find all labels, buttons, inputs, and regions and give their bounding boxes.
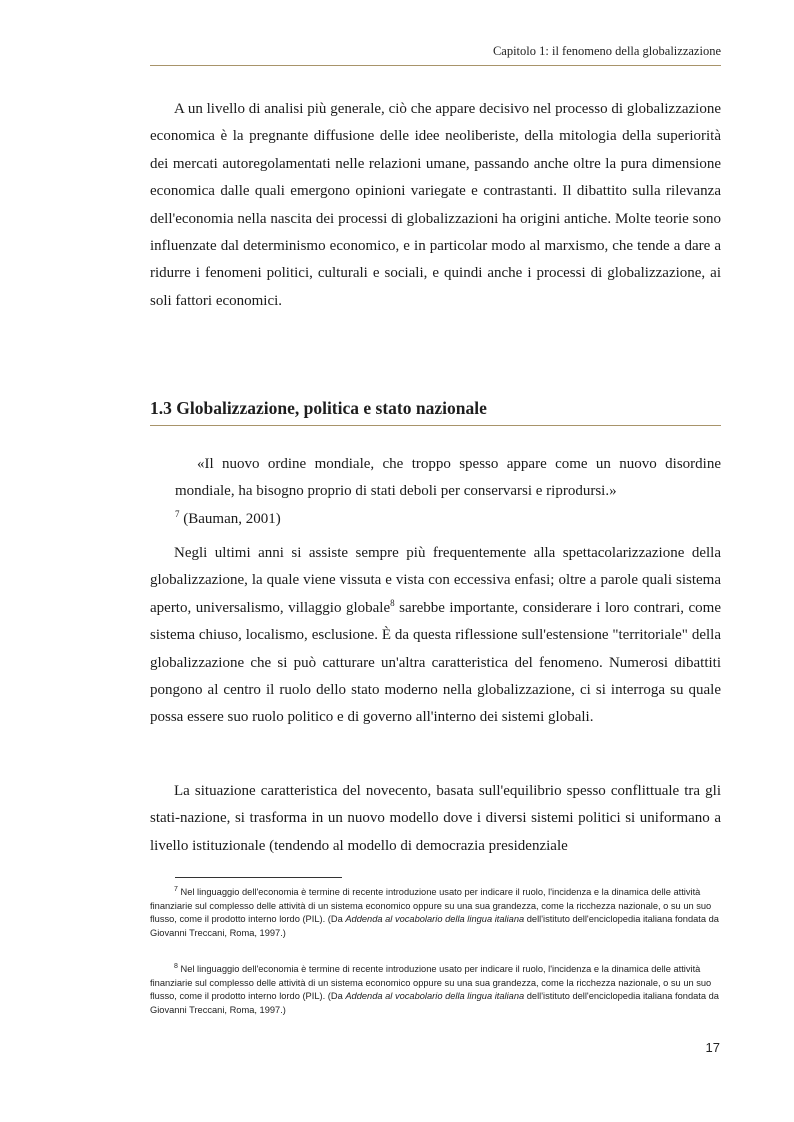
footnote-separator (175, 877, 342, 878)
paragraph-2 (150, 540, 721, 732)
footnote-ref-8[interactable]: 8 (390, 597, 395, 608)
footnote-7-text-end: dell'istituto dell'enciclopedia italiana fondata da Giovanni Treccani, Roma, 1997.) (150, 914, 719, 938)
footnote-7-text: Nel linguaggio dell'economia è termine di recente introduzione usato per indicare il ruolo, l'incidenza e la dinamica delle attività finanziarie sul complesso delle attività di un sistema economico oppure su una sua grandezza, come la ricchezza nazionale, o su un suo flusso, come il prodotto interno lordo (PIL). (Da (150, 887, 712, 925)
footnote-7-number: 7 (174, 885, 178, 893)
header-rule (150, 65, 721, 66)
paragraph-3: La situazione caratteristica del novecento, basata sull'equilibrio spesso conflittuale tra gli stati-nazione, si trasforma in un nuovo modello dove i diversi sistemi politici si uniformano a livello istituzionale (tendendo al modello di democrazia presidenziale (150, 783, 721, 854)
quote-text: «Il nuovo ordine mondiale, che troppo spesso appare come un nuovo disordine mondiale, ha bisogno proprio di stati deboli per conservarsi e riprodursi.» (175, 456, 721, 500)
footnote-8-text-end: dell'istituto dell'enciclopedia italiana fondata da Giovanni Treccani, Roma, 1997.) (150, 991, 719, 1015)
running-header: Capitolo 1: il fenomeno della globalizzazione (492, 44, 721, 58)
footnote-7 (150, 886, 721, 940)
page-number: 17 (705, 1040, 720, 1055)
paragraph-2-part-1: Negli ultimi anni si assiste sempre più frequentemente alla spettacolarizzazione della globalizzazione, la quale viene vissuta e vista con eccessiva enfasi; oltre a parole quali sistema aperto, universalismo, villaggio globale (150, 545, 721, 616)
block-quote (175, 451, 721, 533)
footnote-8 (150, 963, 721, 1017)
section-heading-rule (150, 425, 721, 426)
footnote-7-source: Addenda al vocabolario della lingua italiana (345, 914, 525, 925)
footnote-8-source: Addenda al vocabolario della lingua italiana (345, 991, 525, 1002)
quote-citation: (Bauman, 2001) (183, 510, 281, 527)
footnote-8-text: Nel linguaggio dell'economia è termine di recente introduzione usato per indicare il ruolo, l'incidenza e la dinamica delle attività finanziarie sul complesso delle attività di un sistema economico oppure su una sua grandezza, come la ricchezza nazionale, o su un suo flusso, come il prodotto interno lordo (PIL). (Da (150, 964, 712, 1002)
paragraph-1: A un livello di analisi più generale, ciò che appare decisivo nel processo di globalizzazione economica è la pregnante diffusione delle idee neoliberiste, della mitologia della superiorità dei mercati autoregolamentati nelle relazioni umane, passando anche oltre la pura dimensione economica dalle quali emergono opinioni variegate e contrastanti. Il dibattito sulla rilevanza dell'economia nella nascita dei processi di globalizzazioni ha origini antiche. Molte teorie sono influenzate dal determinismo economico, e in particolar modo al marxismo, che tende a dare a ridurre i fenomeni politici, culturali e sociali, e quindi anche i processi di globalizzazione, ai soli fattori economici. (150, 101, 721, 309)
footnote-8-number: 8 (174, 962, 178, 970)
section-heading: 1.3 Globalizzazione, politica e stato nazionale (150, 398, 487, 418)
footnote-ref-7[interactable]: 7 (175, 508, 180, 519)
paragraph-2-part-2: sarebbe importante, considerare i loro contrari, come sistema chiuso, localismo, esclusione. È da questa riflessione sull'estensione "territoriale" della globalizzazione che si può catturare un'altra caratteristica del fenomeno. Numerosi dibattiti pongono al centro il ruolo dello stato moderno nella globalizzazione, ci si interroga su quale possa essere suo ruolo politico e di governo all'interno dei sistemi globali. (150, 599, 721, 726)
